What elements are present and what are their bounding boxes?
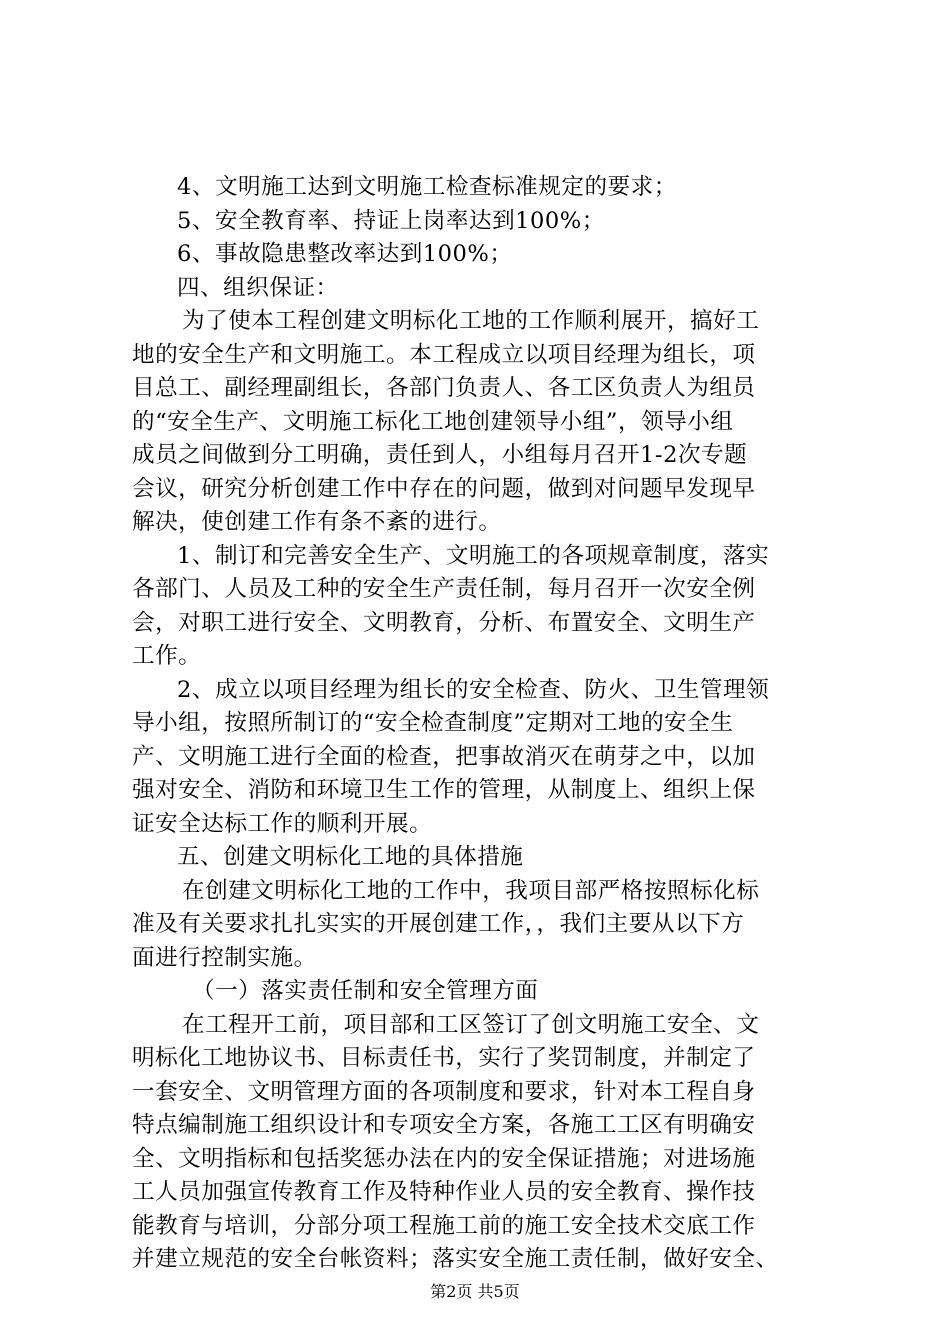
paragraph-line: 强对安全、消防和环境卫生工作的管理，从制度上、组织上保 [132,777,756,803]
paragraph-line: 会议，研究分析创建工作中存在的问题，做到对问题早发现早 [132,475,756,502]
paragraph-line: 并建立规范的安全台帐资料；落实安全施工责任制，做好安全、 [132,1246,779,1272]
paragraph-line: 特点编制施工组织设计和专项安全方案，各施工工区有明确安 [132,1112,756,1138]
subsection-heading: （一）落实责任制和安全管理方面 [192,978,539,1004]
list-item-5: 5、安全教育率、持证上岗率达到100%； [177,207,605,234]
paragraph-line: 在工程开工前，项目部和工区签订了创文明施工安全、文 [182,1011,760,1038]
paragraph-line: 能教育与培训，分部分项工程施工前的施工安全技术交底工作 [132,1212,756,1239]
section-heading-4: 四、组织保证： [177,274,339,301]
list-item-4: 4、文明施工达到文明施工检查标准规定的要求； [177,174,677,200]
paragraph-line: 准及有关要求扎扎实实的开展创建工作，，我们主要从以下方 [132,911,745,937]
paragraph-line: 工作。 [132,643,202,669]
paragraph-line: 在创建文明标化工地的工作中，我项目部严格按照标化标 [182,877,760,904]
paragraph-line: 目总工、副经理副组长，各部门负责人、各工区负责人为组员 [132,375,756,401]
paragraph-line: 明标化工地协议书、目标责任书，实行了奖罚制度，并制定了 [132,1045,756,1071]
page-number-footer: 第2页 共5页 [430,1282,520,1301]
paragraph-line: 各部门、人员及工种的安全生产责任制，每月召开一次安全例 [132,576,756,602]
paragraph-line: 面进行控制实施。 [132,944,317,971]
paragraph-line: 导小组，按照所制订的“安全检查制度”定期对工地的安全生 [132,710,734,736]
paragraph-line: 地的安全生产和文明施工。本工程成立以项目经理为组长，项 [132,341,756,368]
paragraph-line: 产、文明施工进行全面的检查，把事故消灭在萌芽之中，以加 [132,743,756,770]
paragraph-line: 全、文明指标和包括奖惩办法在内的安全保证措施；对进场施 [132,1145,756,1172]
paragraph-line: 为了使本工程创建文明标化工地的工作顺利展开，搞好工 [182,308,760,334]
list-item-6: 6、事故隐患整改率达到100%； [177,241,513,267]
document-body [132,171,850,1277]
paragraph-line: 一套安全、文明管理方面的各项制度和要求，针对本工程自身 [132,1078,756,1105]
paragraph-line: 1、制订和完善安全生产、文明施工的各项规章制度，落实 [177,542,770,569]
paragraph-line: 解决，使创建工作有条不紊的进行。 [132,509,502,535]
paragraph-line: 证安全达标工作的顺利开展。 [132,810,433,837]
paragraph-line: 工人员加强宣传教育工作及特种作业人员的安全教育、操作技 [132,1179,756,1205]
paragraph-line: 成员之间做到分工明确，责任到人，小组每月召开1-2次专题 [132,442,748,468]
paragraph-line: 的“安全生产、文明施工标化工地创建领导小组”，领导小组 [132,408,734,435]
paragraph-line: 会，对职工进行安全、文明教育，分析、布置安全、文明生产 [132,609,756,636]
section-heading-5: 五、创建文明标化工地的具体措施 [177,844,524,870]
paragraph-line: 2、成立以项目经理为组长的安全检查、防火、卫生管理领 [177,676,770,703]
